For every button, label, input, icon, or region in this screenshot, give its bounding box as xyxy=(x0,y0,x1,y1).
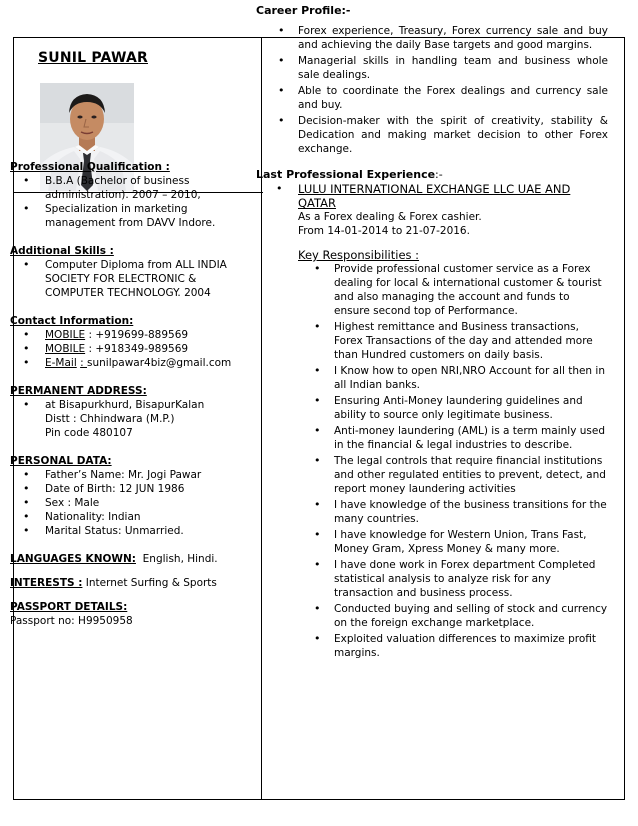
address-section xyxy=(10,384,246,440)
experience-list xyxy=(256,182,608,238)
contact-list xyxy=(10,328,246,370)
responsibility-item: • Exploited valuation differences to maximize profit margins. xyxy=(256,632,608,660)
responsibility-item: • I Know how to open NRI,NRO Account for all then in all Indian banks. xyxy=(256,364,608,392)
personal-item: • Marital Status: Unmarried. xyxy=(10,524,246,538)
contact-mobile-1 xyxy=(10,328,246,342)
personal-item: • Father’s Name: Mr. Jogi Pawar xyxy=(10,468,246,482)
contact-email xyxy=(10,356,246,370)
experience-period: From 14-01-2014 to 21-07-2016. xyxy=(298,225,470,237)
company-name: • LULU INTERNATIONAL EXCHANGE LLC UAE AND QATAR xyxy=(298,182,571,210)
career-item: • Forex experience, Treasury, Forex currency sale and buy and achieving the daily Base targets and good margins. xyxy=(256,24,608,52)
mobile-1-value: : +919699-889569 xyxy=(88,329,189,341)
skills-section xyxy=(10,244,246,300)
passport-heading: PASSPORT DETAILS: xyxy=(10,601,128,613)
mobile-2-value: : +918349-989569 xyxy=(88,343,189,355)
passport-section xyxy=(10,600,246,628)
qualification-heading: Professional Qualification : xyxy=(10,161,170,173)
responsibility-item: • I have knowledge for Western Union, Trans Fast, Money Gram, Xpress Money & many more. xyxy=(256,528,608,556)
languages-value: English, Hindi. xyxy=(135,553,218,565)
responsibility-item: • Provide professional customer service as a Forex dealing for local & international customer & tourist and also managing the account and funds to ensure second top of Performance. xyxy=(256,262,608,318)
right-column xyxy=(256,4,608,662)
skills-list xyxy=(10,258,246,300)
experience-heading-suffix: :- xyxy=(435,168,443,181)
contact-heading: Contact Information: xyxy=(10,315,134,327)
address-item xyxy=(10,398,246,440)
responsibility-item: • I have done work in Forex department Completed statistical analysis to analyze risk for any transaction and business process. xyxy=(256,558,608,600)
qualification-list xyxy=(10,174,246,230)
responsibilities-heading: Key Responsibilities : xyxy=(298,248,420,262)
experience-heading: Last Professional Experience xyxy=(256,168,436,181)
languages-label: LANGUAGES KNOWN: xyxy=(10,553,136,565)
career-list xyxy=(256,24,608,156)
address-line-1: • at Bisapurkhurd, BisapurKalan xyxy=(45,399,205,411)
email-separator: : xyxy=(80,357,87,369)
responsibilities-list xyxy=(256,262,608,660)
responsibility-item: • Anti-money laundering (AML) is a term mainly used in the financial & legal industries to describe. xyxy=(256,424,608,452)
contact-mobile-2 xyxy=(10,342,246,356)
left-column xyxy=(10,160,246,642)
responsibility-item: • The legal controls that require financial institutions and other regulated entities to prevent, detect, and report money laundering activities xyxy=(256,454,608,496)
responsibility-item: • I have knowledge of the business transitions for the many countries. xyxy=(256,498,608,526)
contact-section xyxy=(10,314,246,370)
personal-item: • Date of Birth: 12 JUN 1986 xyxy=(10,482,246,496)
responsibility-item: • Highest remittance and Business transactions, Forex Transactions of the day and attended more than Hundred customers on daily basis. xyxy=(256,320,608,362)
languages-section xyxy=(10,552,246,566)
skills-heading: Additional Skills : xyxy=(10,245,114,257)
interests-section xyxy=(10,576,246,590)
career-item: • Able to coordinate the Forex dealings and currency sale and buy. xyxy=(256,84,608,112)
passport-number: Passport no: H9950958 xyxy=(10,615,133,627)
career-item: • Decision-maker with the spirit of creativity, stability & Dedication and making market decision to other Forex exchange. xyxy=(256,114,608,156)
address-list xyxy=(10,398,246,440)
personal-list xyxy=(10,468,246,538)
career-heading: Career Profile:- xyxy=(256,4,351,17)
mobile-1-label: MOBILE xyxy=(45,329,86,341)
address-line-2: Distt : Chhindwara (M.P.) xyxy=(45,413,175,425)
responsibility-item: • Conducted buying and selling of stock and currency on the foreign exchange marketplace. xyxy=(256,602,608,630)
mobile-2-label: MOBILE xyxy=(45,343,86,355)
qualification-item: • B.B.A (Bachelor of business administration). 2007 – 2010, xyxy=(10,174,246,202)
personal-item: • Sex : Male xyxy=(10,496,246,510)
career-item: • Managerial skills in handling team and business whole sale dealings. xyxy=(256,54,608,82)
experience-item xyxy=(256,182,608,238)
qualification-section xyxy=(10,160,246,230)
personal-section xyxy=(10,454,246,538)
skills-item: • Computer Diploma from ALL INDIA SOCIETY FOR ELECTRONIC & COMPUTER TECHNOLOGY. 2004 xyxy=(10,258,246,300)
interests-value: Internet Surfing & Sports xyxy=(82,577,217,589)
responsibility-item: • Ensuring Anti-Money laundering guidelines and ability to source only legitimate business. xyxy=(256,394,608,422)
email-value[interactable]: sunilpawar4biz@gmail.com xyxy=(87,357,232,369)
experience-role: As a Forex dealing & Forex cashier. xyxy=(298,211,482,223)
experience-heading-line xyxy=(256,168,608,182)
address-heading: PERMANENT ADDRESS: xyxy=(10,385,147,397)
qualification-item: • Specialization in marketing management from DAVV Indore. xyxy=(10,202,246,230)
personal-item: • Nationality: Indian xyxy=(10,510,246,524)
candidate-name: SUNIL PAWAR xyxy=(38,50,148,66)
interests-label: INTERESTS : xyxy=(10,577,83,589)
email-label: E-Mail xyxy=(45,357,77,369)
address-line-3: Pin code 480107 xyxy=(45,427,133,439)
personal-heading: PERSONAL DATA: xyxy=(10,455,112,467)
